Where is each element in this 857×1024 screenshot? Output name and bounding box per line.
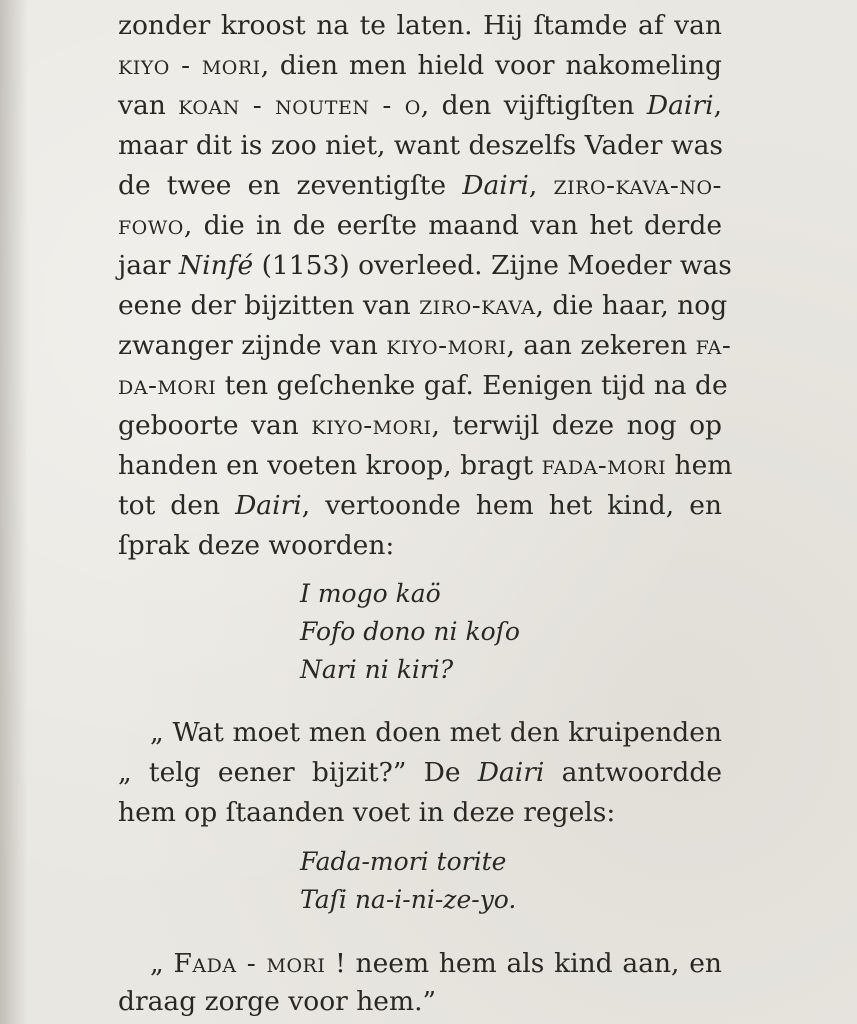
name-kiyo-mori: kiyo-mori <box>311 410 432 441</box>
verse-line: Fofo dono ni koſo <box>300 617 520 646</box>
verse-line: Nari ni kiri? <box>300 655 454 684</box>
term-dairi: Dairi <box>477 757 545 788</box>
quote-line: draag zorge voor hem.” <box>118 986 437 1017</box>
text-line-14: ſprak deze woorden: <box>118 530 395 561</box>
name-fa: fa- <box>695 330 732 361</box>
page-edge-shadow <box>0 0 28 1024</box>
verse-line: I mogo kaö <box>300 579 441 608</box>
term-dairi: Dairi <box>646 90 714 121</box>
text-line-13: tot den Dairi, vertoonde hem het kind, en <box>118 490 722 521</box>
text-line-3: van koan - nouten - o, den vijftigſten Dairi, <box>118 90 722 121</box>
name-ziro-kava: ziro-kava <box>419 290 536 321</box>
text-line-4: maar dit is zoo niet, want deszelfs Vader was <box>118 130 723 161</box>
text-line-2: kiyo - mori, dien men hield voor nakomeling <box>118 50 722 81</box>
term-ninfe: Ninfé <box>178 250 254 281</box>
term-dairi: Dairi <box>235 490 302 521</box>
text-line-11: geboorte van kiyo-mori, terwijl deze nog op <box>118 410 722 441</box>
name-kiyo-mori: kiyo - mori <box>118 50 261 81</box>
text-line-7: jaar Ninfé (1153) overleed. Zijne Moeder was <box>118 250 732 281</box>
quote-line: „ Wat moet men doen met den kruipenden <box>150 717 722 748</box>
text-line-8: eene der bijzitten van ziro-kava, die haar, nog <box>118 290 728 321</box>
name-fada-mori: Fada - mori <box>173 948 326 979</box>
text-line-12: handen en voeten kroop, bragt fada-mori hem <box>118 450 733 481</box>
text-line-10: da-mori ten geſchenke gaf. Eenigen tijd na de <box>118 370 728 401</box>
verse-line: Fada-mori torite <box>300 847 507 876</box>
text-line-9: zwanger zijnde van kiyo-mori, aan zekeren fa- <box>118 330 732 361</box>
name-fowo: fowo <box>118 210 184 241</box>
quote-line: „ telg eener bijzit?” De Dairi antwoordde <box>118 757 722 788</box>
name-ziro-kava-no: ziro-kava-no- <box>553 170 722 201</box>
term-dairi: Dairi <box>462 170 529 201</box>
text-line-5: de twee en zeventigſte Dairi, ziro-kava-no- <box>118 170 722 201</box>
text-line-6: fowo, die in de eerſte maand van het derde <box>118 210 722 241</box>
name-kiyo-mori: kiyo-mori <box>386 330 507 361</box>
name-fada-mori: fada-mori <box>541 450 667 481</box>
verse-line: Taſi na-i-ni-ze-yo. <box>300 885 517 914</box>
name-da-mori: da-mori <box>118 370 217 401</box>
name-koan-nouten-o: koan - nouten - o <box>178 90 421 121</box>
quote-line: „ Fada - mori ! neem hem als kind aan, en <box>150 948 722 979</box>
text-line-1: zonder kroost na te laten. Hij ſtamde af van <box>118 10 722 41</box>
quote-line: hem op ſtaanden voet in deze regels: <box>118 797 616 828</box>
